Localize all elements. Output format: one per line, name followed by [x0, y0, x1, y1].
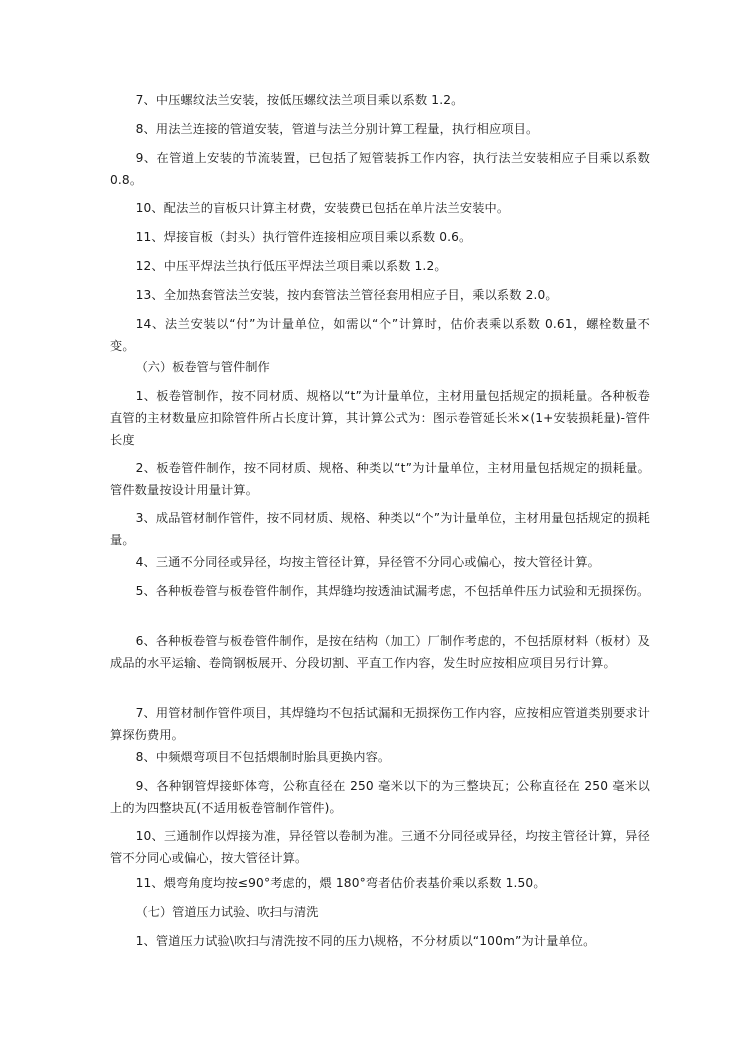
- paragraph-s6-item-4: 4、三通不分同径或异径，均按主管径计算，异径管不分同心或偏心，按大管径计算。: [135, 555, 601, 569]
- section-heading-6: （六）板卷管与管件制作: [135, 360, 270, 374]
- paragraph-item-8: 8、用法兰连接的管道安装，管道与法兰分别计算工程量，执行相应项目。: [135, 122, 539, 136]
- paragraph-s6-item-6: 6、各种板卷管与板卷管件制作，是按在结构（加工）厂制作考虑的，不包括原材料（板材）及成品的水平运输、卷筒钢板展开、分段切割、平直工作内容，发生时应按相应项目另行计算。: [110, 634, 650, 670]
- section-heading-7: （七）管道压力试验、吹扫与清洗: [135, 905, 319, 919]
- paragraph-s6-item-8: 8、中频煨弯项目不包括煨制时胎具更换内容。: [135, 750, 391, 764]
- paragraph-item-14: 14、法兰安装以“付”为计量单位，如需以“个”计算时，估价表乘以系数 0.61，螺栓数量不变。: [110, 317, 650, 353]
- paragraph-item-9: 9、在管道上安装的节流装置，已包括了短管装拆工作内容，执行法兰安装相应子目乘以系数 0.8。: [110, 151, 650, 187]
- paragraph-item-13: 13、全加热套管法兰安装，按内套管法兰管径套用相应子目，乘以系数 2.0。: [135, 288, 558, 302]
- paragraph-s6-item-10: 10、三通制作以焊接为准，异径管以卷制为准。三通不分同径或异径，均按主管径计算，异径管不分同心或偏心，按大管径计算。: [110, 829, 650, 865]
- paragraph-s6-item-2: 2、板卷管件制作，按不同材质、规格、种类以“t”为计量单位，主材用量包括规定的损耗量。管件数量按设计用量计算。: [110, 461, 650, 497]
- paragraph-item-11: 11、焊接盲板（封头）执行管件连接相应项目乘以系数 0.6。: [135, 230, 472, 244]
- paragraph-s6-item-7: 7、用管材制作管件项目，其焊缝均不包括试漏和无损探伤工作内容，应按相应管道类别要求计算探伤费用。: [110, 706, 650, 742]
- paragraph-item-7: 7、中压螺纹法兰安装，按低压螺纹法兰项目乘以系数 1.2。: [135, 93, 464, 107]
- paragraph-s6-item-11: 11、煨弯角度均按≤90°考虑的，煨 180°弯者估价表基价乘以系数 1.50。: [135, 876, 546, 890]
- paragraph-s6-item-1: 1、板卷管制作，按不同材质、规格以“t”为计量单位，主材用量包括规定的损耗量。各种板卷直管的主材数量应扣除管件所占长度计算，其计算公式为：图示卷管延长米×(1+安装损耗量)-管件长度: [110, 389, 650, 447]
- paragraph-s6-item-3: 3、成品管材制作管件，按不同材质、规格、种类以“个”为计量单位，主材用量包括规定的损耗量。: [110, 511, 650, 547]
- paragraph-s6-item-5: 5、各种板卷管与板卷管件制作，其焊缝均按透油试漏考虑，不包括单件压力试验和无损探伤。: [135, 584, 650, 598]
- paragraph-item-12: 12、中压平焊法兰执行低压平焊法兰项目乘以系数 1.2。: [135, 259, 447, 273]
- paragraph-item-10: 10、配法兰的盲板只计算主材费，安装费已包括在单片法兰安装中。: [135, 201, 510, 215]
- paragraph-s7-item-1: 1、管道压力试验\吹扫与清洗按不同的压力\规格，不分材质以“100m”为计量单位。: [135, 934, 596, 948]
- paragraph-s6-item-9: 9、各种钢管焊接虾体弯，公称直径在 250 毫米以下的为三整块瓦；公称直径在 250 毫米以上的为四整块瓦(不适用板卷管制作管件)。: [110, 779, 650, 815]
